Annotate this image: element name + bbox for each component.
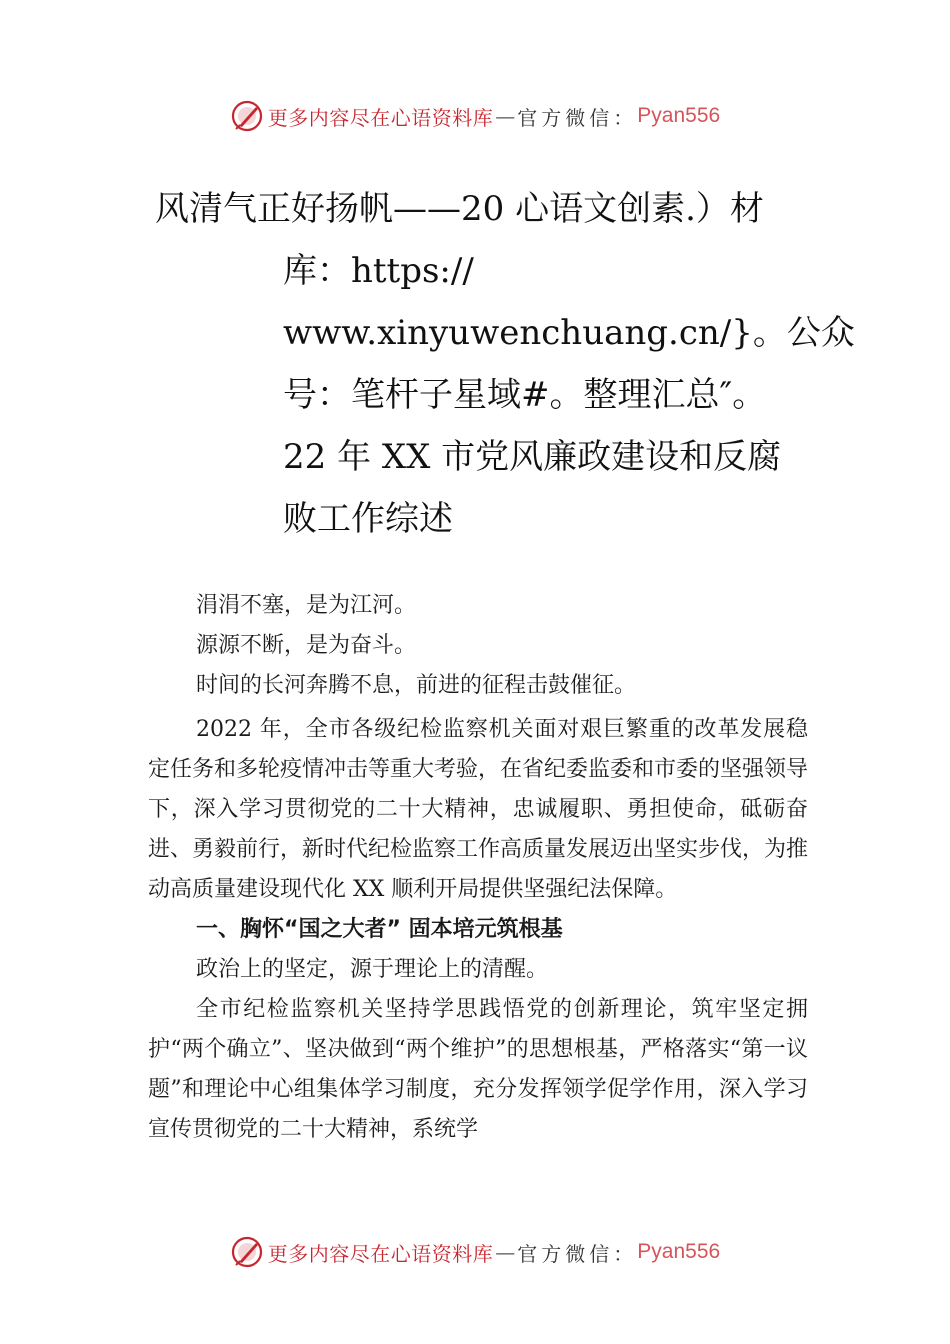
title-line-6: 败工作综述 bbox=[283, 499, 453, 539]
title-line-3: www.xinyuwenchuang.cn/}。公众 bbox=[283, 313, 855, 353]
title-line-4: 号：笔杆子星域#。整理汇总″。 bbox=[283, 375, 767, 415]
title-line-5: 22 年 XX 市党风廉政建设和反腐 bbox=[283, 437, 782, 477]
paragraph: 政治上的坚定，源于理论上的清醒。 bbox=[196, 957, 549, 982]
banner-text: 更多内容尽在心语资料库 bbox=[267, 105, 494, 130]
title-line-2: 库：https:// bbox=[283, 251, 474, 291]
paragraph: 涓涓不塞，是为江河。 bbox=[196, 593, 417, 618]
wechat-id: Pyan556 bbox=[637, 1240, 721, 1263]
paragraph: 全市纪检监察机关坚持学思践悟党的创新理论，筑牢坚定拥护“两个确立”、坚决做到“两个维护”的思想根基，严格落实“第一议题”和理论中心组集体学习制度，充分发挥领学促学作用，深入学习宣传贯彻党的二十大精神，系统学 bbox=[148, 997, 808, 1142]
banner-separator: — bbox=[495, 104, 516, 128]
banner-label: 官方微信： bbox=[517, 1241, 638, 1266]
quill-seal-icon bbox=[230, 1235, 264, 1269]
document-body bbox=[148, 586, 808, 1150]
header-banner bbox=[0, 96, 950, 136]
paragraph: 时间的长河奔腾不息，前进的征程击鼓催征。 bbox=[196, 673, 637, 698]
paragraph: 2022 年，全市各级纪检监察机关面对艰巨繁重的改革发展稳定任务和多轮疫情冲击等重大考验，在省纪委监委和市委的坚强领导下，深入学习贯彻党的二十大精神，忠诚履职、勇担使命，砥砺奋进、勇毅前行，新时代纪检监察工作高质量发展迈出坚实步伐，为推动高质量建设现代化 XX 顺利开局提供坚强纪法保障。 bbox=[148, 717, 809, 902]
title-line-1: 风清气正好扬帆——20 心语文创素.）材 bbox=[155, 189, 764, 229]
paragraph: 源源不断，是为奋斗。 bbox=[196, 633, 417, 658]
footer-banner bbox=[0, 1232, 950, 1272]
quill-seal-icon bbox=[230, 99, 264, 133]
banner-text: 更多内容尽在心语资料库 bbox=[267, 1241, 494, 1266]
banner-label: 官方微信： bbox=[517, 105, 638, 130]
section-heading: 一、胸怀“国之大者” 固本培元筑根基 bbox=[196, 917, 563, 942]
banner-separator: — bbox=[495, 1240, 516, 1264]
wechat-id: Pyan556 bbox=[637, 104, 721, 127]
